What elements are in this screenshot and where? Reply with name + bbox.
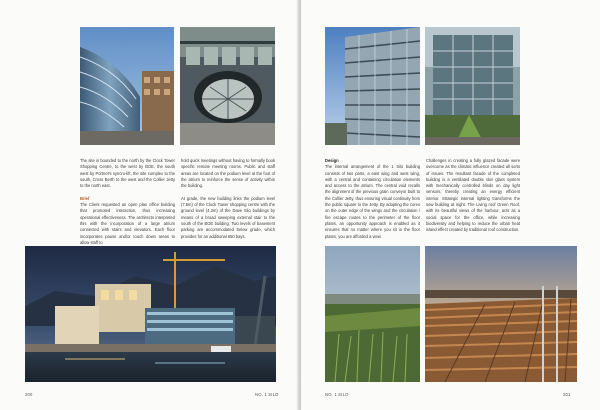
left-page [0,0,299,410]
right-text-column-2 [426,158,520,240]
photo-building-facade-sky [325,27,420,145]
right-page-number: 201 [563,392,571,397]
photo-glass-office-exterior [425,27,520,145]
right-text-column-1 [325,158,420,246]
photo-green-roof [325,246,420,382]
section-heading-brief: Brief [80,195,90,201]
left-running-title: NO. 1 SILO [255,392,279,397]
grade-paragraph: At grade, the new building links the podium level (7.5m) of the Clock Tower shopping centre with the ground level (4.2m) of the Dave Silo buildings by means of a broad sweeping external stair to the south of the BOE building. Two levels of basement parking are accommodated below grade, which provides for an additional 650 bays. [181,195,275,239]
section-heading-design: Design [325,158,339,163]
photo-glass-entrance [180,27,275,145]
brief-paragraph: The Client requested an open plan office building that promoted interaction, thus increasing operational effectiveness. The architects interpreted this with the incorporation of a large atrium connected with stairs and elevators. Each floor incorporates pause and/or touch down areas to allow staff to [80,202,175,245]
photo-harbour-waterfront [25,246,276,382]
design-paragraph: The internal arrangement of the 1 Silo building consists of two parts, a east wing and west wing, with a central and containing circulation elements and access to the atrium. The central void recalls the alignment of the previous grain conveyor built to the Collier Jetty, thus ensuring visual continuity from the public square to the Jetty. By adopting the cores on the outer edge of the wings and the circulation / fire escape routes to the perimeter of the floor plates, an opportunity approach is enabled as it ensures that no matter where you sit in the floor plates, you are afforded a view. [325,164,420,239]
facade-paragraph: Challenges in creating a fully glazed facade were overcome as the climatic influence created all sorts of issues. The resultant facade of the completed building is a ventilated double skin glass system with mechanically controlled blinds on day light sensors, thereby creating an energy efficient interior. Strategic internal lighting transforms the new building at night. The Living roof Green Roof, with its beautiful views of the harbour, acts as a social space for the office, while increasing biodiversity and helping to reduce the urban heat island effect created by traditional roof construction. [426,158,520,233]
right-page [301,0,600,410]
left-text-column-1 [80,158,175,252]
photo-timber-deck-sunset [425,246,577,382]
left-page-number: 200 [25,392,33,397]
right-running-title: NO. 1 SILO [325,392,349,397]
intro-paragraph: The site is bounded to the north by the Clock Tower Shopping Centre, to the west by BOE, the south west by Portnet's syncro-lift, the site complex to the south, Cross Berth to the west and the Collier Jetty to the north east. [80,158,175,189]
left-text-column-2 [181,158,275,246]
photo-curved-glass-facade [80,27,174,145]
brief-continued-paragraph: hold quick meetings without having to formally book specific remote meeting rooms. Public and staff areas are located on the podium level at the foot of the atrium to reinforce the sense of activity within the building. [181,158,275,189]
